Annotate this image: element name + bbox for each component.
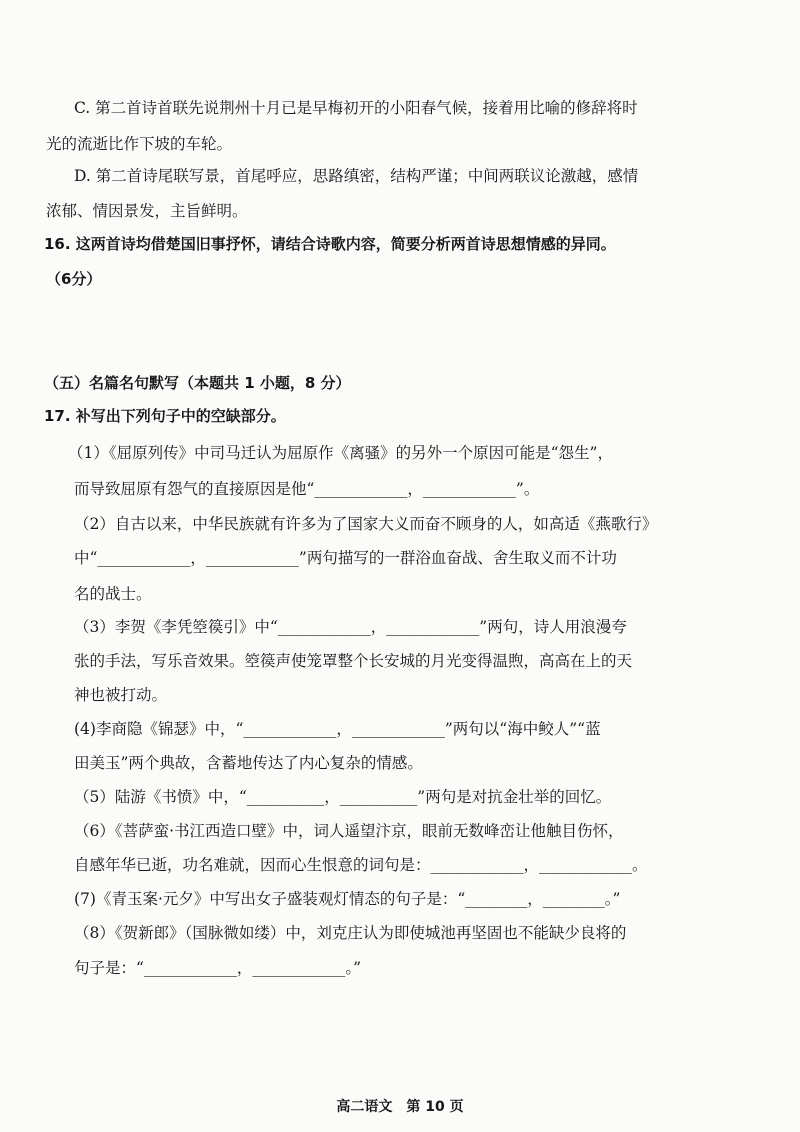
q15-option-c-line1: C. 第二首诗首联先说荆州十月已是早梅初开的小阳春气候，接着用比喻的修辞将时 [74,99,638,117]
q16-question-line1: 16. 这两首诗均借楚国旧事抒怀，请结合诗歌内容，简要分析两首诗思想情感的异同。 [44,235,616,253]
q17-item2-line2: 中“____________，____________”两句描写的一群浴血奋战、舍生取义而不计功 [74,549,617,567]
q16-score: （6分） [46,270,102,288]
q17-item8-line2: 句子是：“____________，____________。” [74,959,362,977]
q17-item5-line1: （5）陆游《书愤》中，“__________，__________”两句是对抗金壮举的回忆。 [74,788,612,806]
q17-item6-line1: （6）《菩萨蛮·书江西造口壁》中，词人遥望汴京，眼前无数峰峦让他触目伤怀， [74,822,624,840]
q17-item6-line2: 自感年华已逝，功名难就，因而心生恨意的词句是：____________，____________。 [74,856,648,874]
q17-item3-line2: 张的手法，写乐音效果。箜篌声使笼罩整个长安城的月光变得温煦，高高在上的天 [74,652,633,670]
q17-item7-line1: (7)《青玉案·元夕》中写出女子盛装观灯情态的句子是：“________，________。” [74,890,621,908]
q17-stem: 17. 补写出下列句子中的空缺部分。 [44,407,286,425]
q17-item3-line3: 神也被打动。 [74,686,168,704]
q17-item4-line1: (4)李商隐《锦瑟》中，“____________，____________”两句以“海中鲛人”“蓝 [74,720,601,738]
q15-option-d-line1: D. 第二首诗尾联写景，首尾呼应，思路缜密，结构严谨；中间两联议论激越，感情 [74,167,639,185]
q17-item2-line1: （2）自古以来，中华民族就有许多为了国家大义而奋不顾身的人，如高适《燕歌行》 [74,515,658,533]
q17-item8-line1: （8）《贺新郎》（国脉微如缕）中，刘克庄认为即使城池再坚固也不能缺少良将的 [74,924,627,942]
q15-option-d-line2: 浓郁、情因景发，主旨鲜明。 [46,202,248,220]
q17-item1-line1: （1）《屈原列传》中司马迁认为屈原作《离骚》的另外一个原因可能是“怨生”， [68,444,613,462]
q17-item1-line2: 而导致屈原有怨气的直接原因是他“____________，____________”。 [74,480,540,498]
section5-heading: （五）名篇名句默写（本题共 1 小题，8 分） [44,374,351,392]
q17-item3-line1: （3）李贺《李凭箜篌引》中“____________，____________”两句，诗人用浪漫夸 [74,618,627,636]
q15-option-c-line2: 光的流逝比作下坡的车轮。 [46,135,233,153]
page-footer: 高二语文 第 10 页 [336,1099,464,1115]
q17-item4-line2: 田美玉”两个典故，含蓄地传达了内心复杂的情感。 [74,754,423,772]
q17-item2-line3: 名的战士。 [74,585,152,603]
